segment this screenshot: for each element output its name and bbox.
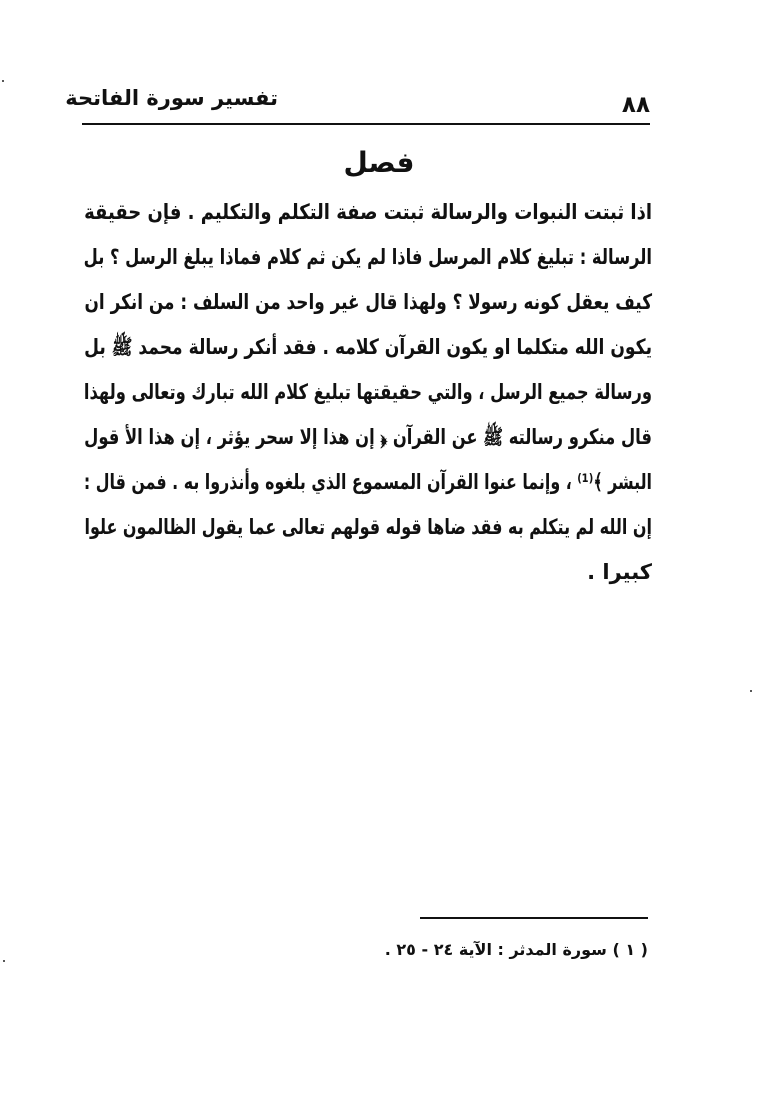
body-text — [84, 190, 652, 595]
body-line: يكون الله متكلما او يكون القرآن كلامه . فقد أنكر رسالة محمد ﷺ بل — [84, 335, 652, 359]
body-line: كبيرا . — [587, 560, 652, 584]
running-header-title: تفسير سورة الفاتحة — [65, 86, 278, 110]
header-rule — [82, 123, 650, 125]
page-number: ٨٨ — [621, 92, 650, 118]
body-line: اذا ثبتت النبوات والرسالة ثبتت صفة التكلم والتكليم . فإن حقيقة — [84, 200, 653, 224]
scan-mark — [750, 690, 752, 692]
footnote-rule — [420, 917, 648, 919]
body-line: كيف يعقل كونه رسولا ؟ ولهذا قال غير واحد من السلف : من انكر ان — [84, 290, 653, 314]
body-line: ورسالة جميع الرسل ، والتي حقيقتها تبليغ كلام الله تبارك وتعالى ولهذا — [83, 380, 652, 404]
body-line: الرسالة : تبليغ كلام المرسل فاذا لم يكن ثم كلام فماذا يبلغ الرسل ؟ بل — [83, 245, 653, 269]
section-heading: فصل — [343, 146, 415, 179]
body-line: قال منكرو رسالته ﷺ عن القرآن ﴿ إن هذا إلا سحر يؤثر ، إن هذا الأ قول — [84, 425, 652, 449]
footnote: ( ١ ) سورة المدثر : الآية ٢٤ - ٢٥ . — [384, 940, 648, 959]
scan-mark — [3, 960, 5, 962]
scan-mark — [2, 80, 4, 82]
body-line: إن الله لم يتكلم به فقد ضاها قوله قولهم تعالى عما يقول الظالمون علوا — [84, 515, 652, 539]
body-line: البشر ﴾⁽¹⁾ ، وإنما عنوا القرآن المسموع الذي بلغوه وأنذروا به . فمن قال : — [83, 470, 652, 494]
